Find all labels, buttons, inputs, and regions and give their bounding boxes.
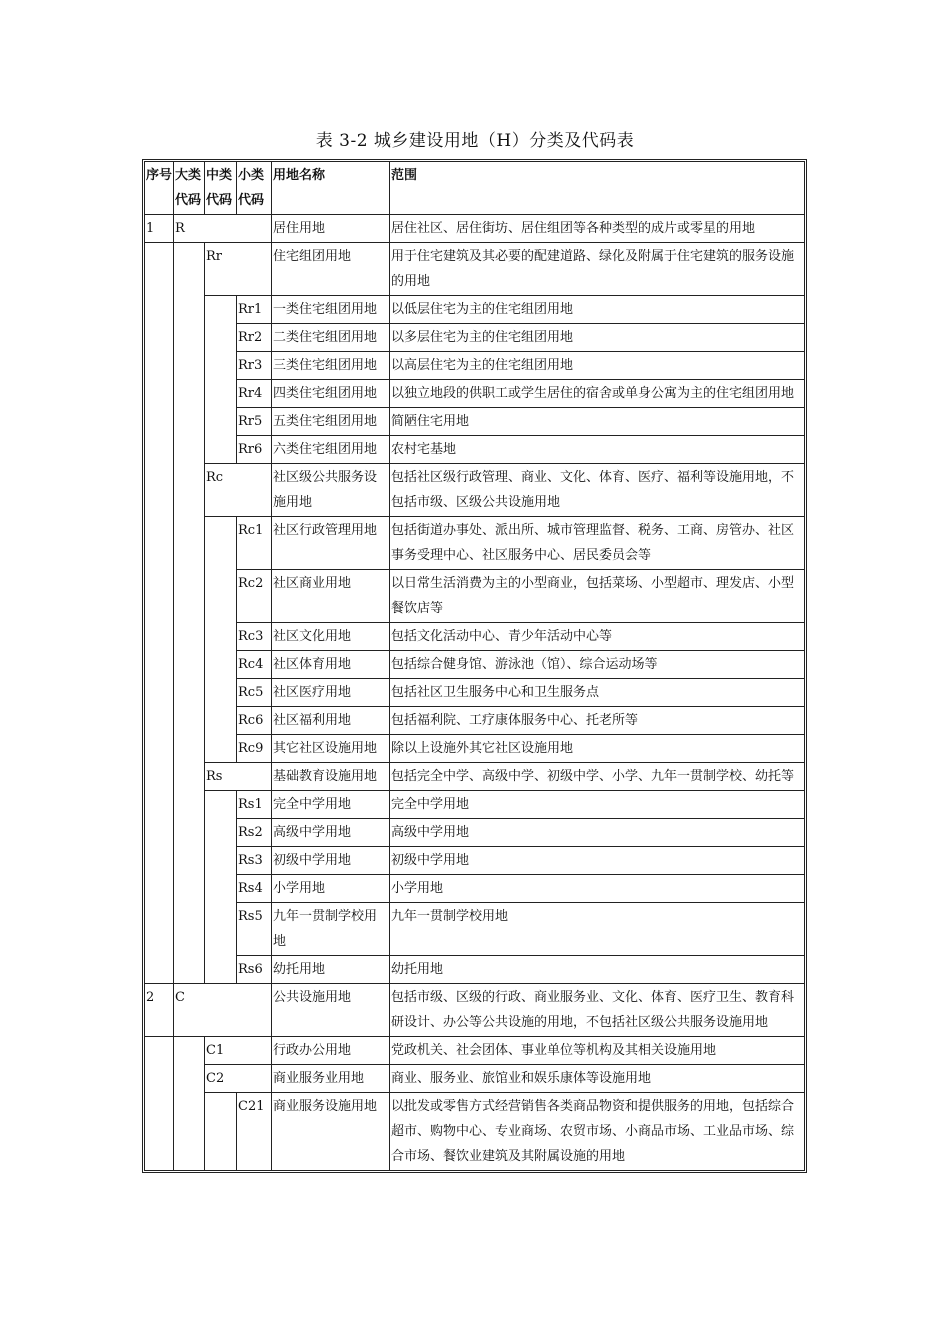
cell-scope: 农村宅基地: [390, 436, 805, 464]
cell-name: 幼托用地: [272, 956, 390, 984]
header-major-code: 大类代码: [174, 162, 205, 215]
cell-scope: 以多层住宅为主的住宅组团用地: [390, 324, 805, 352]
header-row: [145, 162, 805, 215]
header-land-name: 用地名称: [272, 162, 390, 215]
cell-minor-code: Rc9: [237, 735, 272, 763]
cell-scope: 包括社区级行政管理、商业、文化、体育、医疗、福利等设施用地，不包括市级、区级公共设施用地: [390, 464, 805, 517]
cell-name: 完全中学用地: [272, 791, 390, 819]
cell-minor-code: Rs3: [237, 847, 272, 875]
cell-name: 九年一贯制学校用地: [272, 903, 390, 956]
cell-scope: 完全中学用地: [390, 791, 805, 819]
table-row: [145, 296, 805, 324]
cell-middle-code: C2: [205, 1065, 272, 1093]
cell-scope: 简陋住宅用地: [390, 408, 805, 436]
table-row: [145, 436, 805, 464]
cell-name: 其它社区设施用地: [272, 735, 390, 763]
cell-name: 社区文化用地: [272, 623, 390, 651]
header-seq: 序号: [145, 162, 174, 215]
cell-minor-code: Rr1: [237, 296, 272, 324]
cell-scope: 包括街道办事处、派出所、城市管理监督、税务、工商、房管办、社区事务受理中心、社区服务中心、居民委员会等: [390, 517, 805, 570]
table-row: [145, 1037, 805, 1065]
cell-middle-empty: [205, 791, 237, 984]
cell-middle-code: Rr: [205, 243, 272, 296]
table-row: [145, 819, 805, 847]
cell-scope: 商业、服务业、旅馆业和娱乐康体等设施用地: [390, 1065, 805, 1093]
cell-minor-code: C21: [237, 1093, 272, 1171]
cell-name: 小学用地: [272, 875, 390, 903]
cell-seq: 1: [145, 215, 174, 243]
cell-scope: 以批发或零售方式经营销售各类商品物资和提供服务的用地，包括综合超市、购物中心、专业商场、农贸市场、小商品市场、工业品市场、综合市场、餐饮业建筑及其附属设施的用地: [390, 1093, 805, 1171]
header-minor-code: 小类代码: [237, 162, 272, 215]
cell-scope: 包括福利院、工疗康体服务中心、托老所等: [390, 707, 805, 735]
cell-major-code: C: [174, 984, 272, 1037]
cell-scope: 以日常生活消费为主的小型商业，包括菜场、小型超市、理发店、小型餐饮店等: [390, 570, 805, 623]
cell-name: 六类住宅组团用地: [272, 436, 390, 464]
cell-minor-code: Rs2: [237, 819, 272, 847]
cell-scope: 包括文化活动中心、青少年活动中心等: [390, 623, 805, 651]
cell-scope: 包括综合健身馆、游泳池（馆）、综合运动场等: [390, 651, 805, 679]
cell-name: 公共设施用地: [272, 984, 390, 1037]
cell-name: 社区行政管理用地: [272, 517, 390, 570]
table-row: [145, 408, 805, 436]
table-row: [145, 847, 805, 875]
table-row: [145, 984, 805, 1037]
cell-minor-code: Rr2: [237, 324, 272, 352]
cell-middle-empty: [205, 1093, 237, 1171]
table-row: [145, 464, 805, 517]
cell-scope: 高级中学用地: [390, 819, 805, 847]
cell-name: 社区级公共服务设施用地: [272, 464, 390, 517]
table-row: [145, 352, 805, 380]
table-row: [145, 517, 805, 570]
cell-middle-code: C1: [205, 1037, 272, 1065]
land-use-classification-table: [144, 161, 805, 1171]
cell-scope: 以独立地段的供职工或学生居住的宿舍或单身公寓为主的住宅组团用地: [390, 380, 805, 408]
cell-name: 一类住宅组团用地: [272, 296, 390, 324]
cell-name: 商业服务业用地: [272, 1065, 390, 1093]
cell-seq-empty: [145, 1037, 174, 1171]
cell-scope: 包括完全中学、高级中学、初级中学、小学、九年一贯制学校、幼托等: [390, 763, 805, 791]
cell-minor-code: Rc6: [237, 707, 272, 735]
cell-minor-code: Rs5: [237, 903, 272, 956]
table-row: [145, 735, 805, 763]
cell-name: 基础教育设施用地: [272, 763, 390, 791]
cell-name: 行政办公用地: [272, 1037, 390, 1065]
cell-scope: 初级中学用地: [390, 847, 805, 875]
cell-name: 三类住宅组团用地: [272, 352, 390, 380]
table-row: [145, 324, 805, 352]
land-use-table-frame: [142, 159, 807, 1173]
cell-name: 社区医疗用地: [272, 679, 390, 707]
cell-scope: 以低层住宅为主的住宅组团用地: [390, 296, 805, 324]
cell-name: 高级中学用地: [272, 819, 390, 847]
cell-middle-code: Rc: [205, 464, 272, 517]
cell-scope: 以高层住宅为主的住宅组团用地: [390, 352, 805, 380]
table-row: [145, 623, 805, 651]
cell-minor-code: Rc5: [237, 679, 272, 707]
cell-major-code: R: [174, 215, 272, 243]
cell-minor-code: Rc1: [237, 517, 272, 570]
table-row: [145, 679, 805, 707]
cell-name: 四类住宅组团用地: [272, 380, 390, 408]
cell-major-empty: [174, 243, 205, 984]
cell-name: 社区福利用地: [272, 707, 390, 735]
table-row: [145, 215, 805, 243]
cell-minor-code: Rs1: [237, 791, 272, 819]
cell-name: 初级中学用地: [272, 847, 390, 875]
table-row: [145, 791, 805, 819]
header-middle-code: 中类代码: [205, 162, 237, 215]
table-row: [145, 903, 805, 956]
cell-scope: 小学用地: [390, 875, 805, 903]
table-row: [145, 651, 805, 679]
cell-minor-code: Rc4: [237, 651, 272, 679]
table-row: [145, 570, 805, 623]
cell-name: 居住用地: [272, 215, 390, 243]
cell-minor-code: Rr3: [237, 352, 272, 380]
cell-minor-code: Rr4: [237, 380, 272, 408]
cell-name: 二类住宅组团用地: [272, 324, 390, 352]
table-row: [145, 243, 805, 296]
cell-minor-code: Rs4: [237, 875, 272, 903]
cell-scope: 包括社区卫生服务中心和卫生服务点: [390, 679, 805, 707]
cell-scope: 用于住宅建筑及其必要的配建道路、绿化及附属于住宅建筑的服务设施的用地: [390, 243, 805, 296]
cell-minor-code: Rs6: [237, 956, 272, 984]
table-title: 表 3-2 城乡建设用地（H）分类及代码表: [315, 131, 635, 151]
cell-minor-code: Rc3: [237, 623, 272, 651]
table-row: [145, 380, 805, 408]
cell-scope: 居住社区、居住街坊、居住组团等各种类型的成片或零星的用地: [390, 215, 805, 243]
header-scope: 范围: [390, 162, 805, 215]
cell-scope: 除以上设施外其它社区设施用地: [390, 735, 805, 763]
cell-name: 商业服务设施用地: [272, 1093, 390, 1171]
table-row: [145, 707, 805, 735]
cell-seq: 2: [145, 984, 174, 1037]
cell-scope: 九年一贯制学校用地: [390, 903, 805, 956]
cell-minor-code: Rr5: [237, 408, 272, 436]
table-row: [145, 1065, 805, 1093]
cell-middle-empty: [205, 517, 237, 763]
cell-minor-code: Rr6: [237, 436, 272, 464]
cell-scope: 包括市级、区级的行政、商业服务业、文化、体育、医疗卫生、教育科研设计、办公等公共设施的用地，不包括社区级公共服务设施用地: [390, 984, 805, 1037]
cell-name: 住宅组团用地: [272, 243, 390, 296]
cell-major-empty: [174, 1037, 205, 1171]
cell-middle-code: Rs: [205, 763, 272, 791]
cell-scope: 党政机关、社会团体、事业单位等机构及其相关设施用地: [390, 1037, 805, 1065]
table-row: [145, 956, 805, 984]
cell-seq-empty: [145, 243, 174, 984]
table-row: [145, 763, 805, 791]
table-row: [145, 1093, 805, 1171]
cell-minor-code: Rc2: [237, 570, 272, 623]
cell-name: 社区体育用地: [272, 651, 390, 679]
cell-name: 社区商业用地: [272, 570, 390, 623]
table-row: [145, 875, 805, 903]
cell-scope: 幼托用地: [390, 956, 805, 984]
cell-middle-empty: [205, 296, 237, 464]
cell-name: 五类住宅组团用地: [272, 408, 390, 436]
